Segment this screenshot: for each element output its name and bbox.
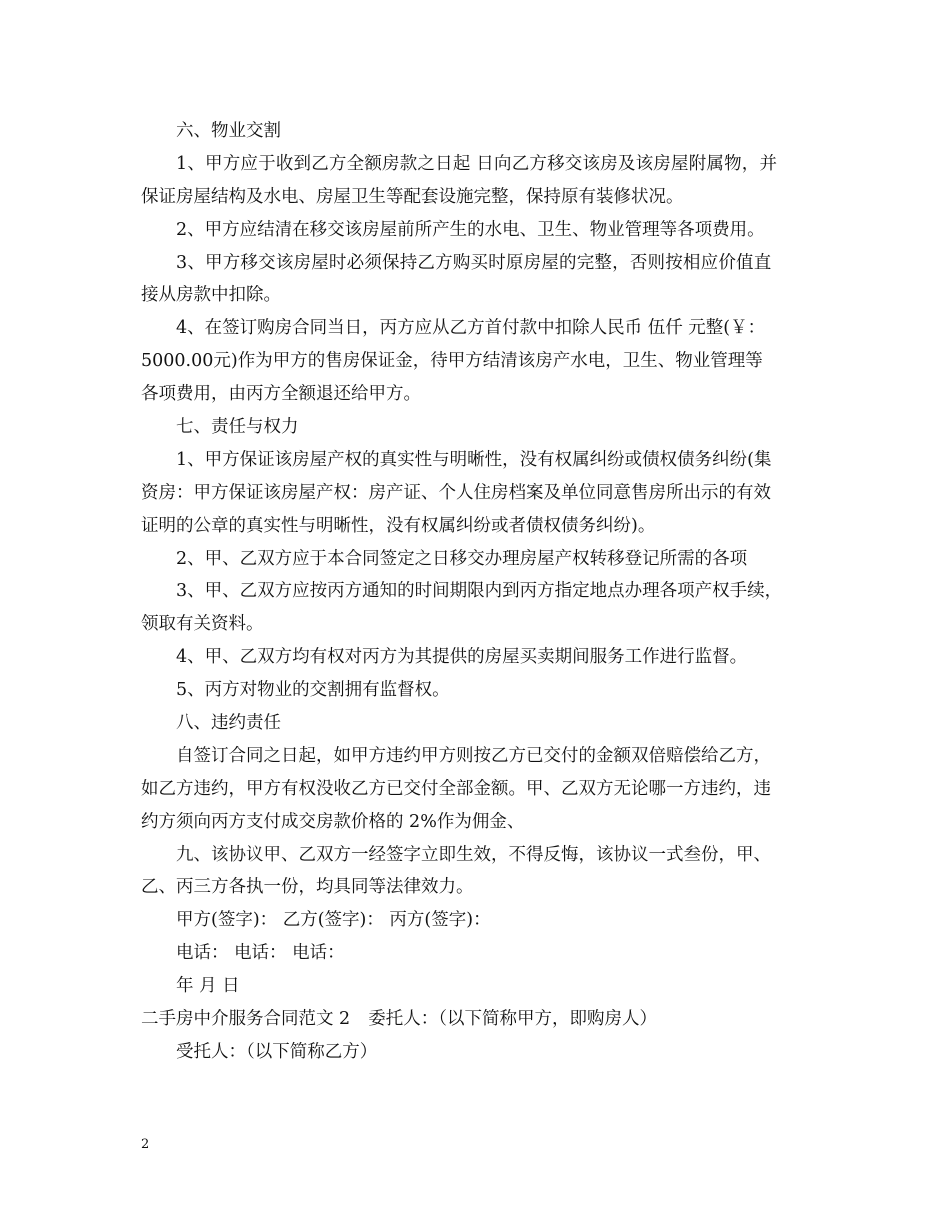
clause-7-5: 5、丙方对物业的交割拥有监督权。 bbox=[176, 680, 450, 701]
clause-6-4-line-2: 5000.00元)作为甲方的售房保证金，待甲方结清该房产水电，卫生、物业管理等 bbox=[141, 351, 763, 372]
section-eight-heading: 八、违约责任 bbox=[176, 713, 281, 734]
clause-7-4: 4、甲、乙双方均有权对丙方为其提供的房屋买卖期间服务工作进行监督。 bbox=[176, 647, 748, 668]
breach-line-3: 约方须向丙方支付成交房款价格的 2%作为佣金、 bbox=[141, 811, 525, 832]
trustee-line: 受托人：（以下简称乙方） bbox=[176, 1041, 378, 1062]
date-line: 年 月 日 bbox=[176, 976, 240, 997]
clause-7-1-line-2: 资房：甲方保证该房屋产权：房产证、个人住房档案及单位同意售房所出示的有效 bbox=[141, 482, 771, 503]
clause-6-4-line-1: 4、在签订购房合同当日，丙方应从乙方首付款中扣除人民币 伍仟 元整(￥： bbox=[176, 318, 766, 339]
section-six-heading: 六、物业交割 bbox=[176, 121, 281, 141]
signature-line: 甲方(签字)： 乙方(签字)： 丙方(签字)： bbox=[176, 910, 491, 931]
section-nine-line-1: 九、该协议甲、乙双方一经签字立即生效，不得反悔，该协议一式叁份，甲、 bbox=[176, 844, 771, 865]
clause-7-2: 2、甲、乙双方应于本合同签定之日移交办理房屋产权转移登记所需的各项 bbox=[176, 548, 748, 569]
document-body bbox=[141, 115, 811, 1069]
clause-6-3-line-1: 3、甲方移交该房屋时必须保持乙方购买时原房屋的完整，否则按相应价值直 bbox=[176, 252, 772, 273]
clause-7-3-line-2: 领取有关资料。 bbox=[141, 614, 264, 635]
section-seven-heading: 七、责任与权力 bbox=[176, 417, 299, 438]
breach-line-1: 自签订合同之日起，如甲方违约甲方则按乙方已交付的金额双倍赔偿给乙方， bbox=[176, 745, 771, 766]
clause-6-2: 2、甲方应结清在移交该房屋前所产生的水电、卫生、物业管理等各项费用。 bbox=[176, 219, 765, 240]
clause-7-3-line-1: 3、甲、乙双方应按丙方通知的时间期限内到丙方指定地点办理各项产权手续， bbox=[176, 581, 783, 602]
clause-6-1-line-2: 保证房屋结构及水电、房屋卫生等配套设施完整，保持原有装修状况。 bbox=[141, 186, 684, 207]
clause-7-1-line-1: 1、甲方保证该房屋产权的真实性与明晰性，没有权属纠纷或债权债务纠纷(集 bbox=[176, 449, 772, 470]
clause-6-4-line-3: 各项费用，由丙方全额退还给甲方。 bbox=[141, 384, 421, 405]
phone-line: 电话： 电话： 电话： bbox=[176, 943, 345, 964]
page-number: 2 bbox=[141, 1137, 150, 1152]
clause-6-1-line-1: 1、甲方应于收到乙方全额房款之日起 日向乙方移交该房及该房屋附属物，并 bbox=[176, 153, 778, 174]
next-contract-title: 二手房中介服务合同范文 2 bbox=[141, 1009, 351, 1030]
breach-line-2: 如乙方违约，甲方有权没收乙方已交付全部金额。甲、乙双方无论哪一方违约，违 bbox=[141, 778, 771, 799]
clause-6-3-line-2: 接从房款中扣除。 bbox=[141, 285, 281, 306]
section-nine-line-2: 乙、丙三方各执一份，均具同等法律效力。 bbox=[141, 877, 474, 898]
clause-7-1-line-3: 证明的公章的真实性与明晰性，没有权属纠纷或者债权债务纠纷)。 bbox=[141, 515, 656, 536]
next-contract-heading bbox=[141, 1003, 811, 1036]
next-contract-client: 委托人：（以下简称甲方，即购房人） bbox=[368, 1009, 657, 1030]
